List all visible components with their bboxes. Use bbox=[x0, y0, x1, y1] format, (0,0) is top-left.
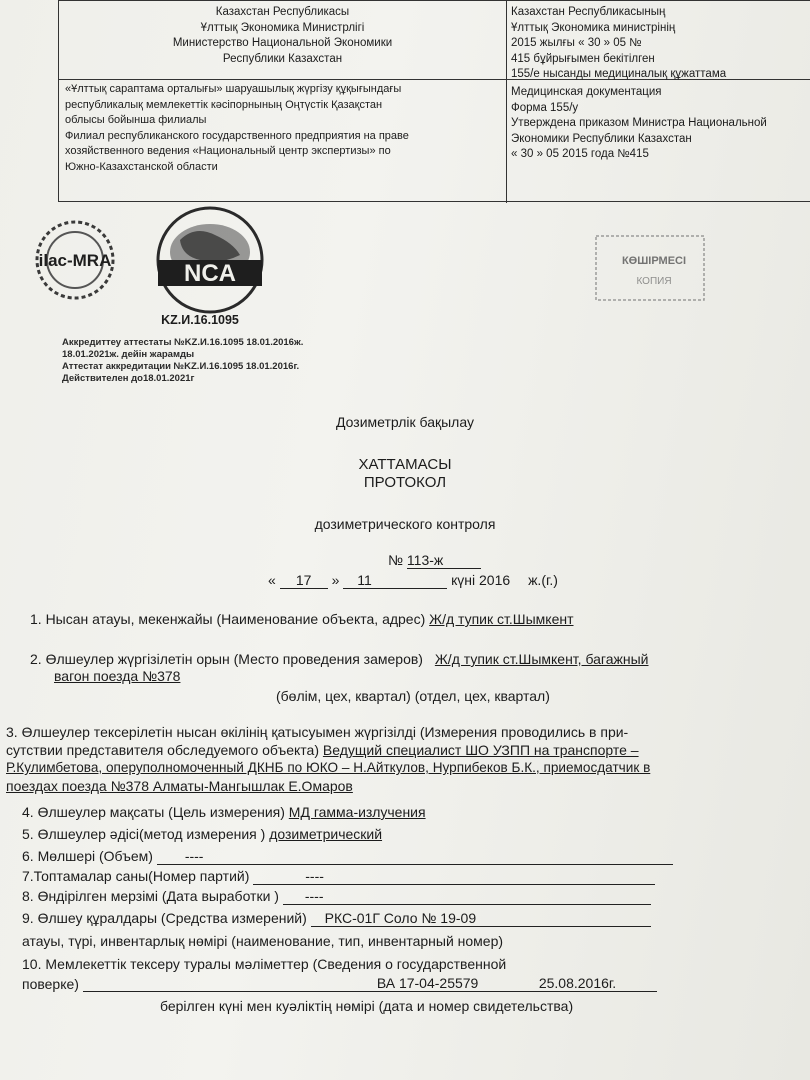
ministry-line: Казахстан Республикасы bbox=[215, 6, 350, 18]
item-10-date: 25.08.2016г. bbox=[538, 975, 617, 991]
item-10-label: 10. Мемлекеттік тексеру туралы мәліметтер (Сведения о государственной bbox=[22, 956, 507, 972]
approval-block-ru bbox=[511, 85, 810, 163]
item-10-note: берілген күні мен куәліктің нөмірі (дата и номер свидетельства) bbox=[160, 998, 574, 1014]
item-9 bbox=[22, 910, 651, 927]
item-10-line bbox=[83, 975, 657, 992]
approval-line: 415 бұйрығымен бекітілген bbox=[511, 52, 655, 65]
approval-line: Ұлттық Экономика министрінің bbox=[511, 21, 676, 34]
item-9-value: РКС-01Г Соло № 19-09 bbox=[311, 910, 651, 927]
approval-line: Экономики Республики Казахстан bbox=[511, 132, 692, 145]
approval-line: 155/е нысанды медициналық құжаттама bbox=[511, 68, 727, 80]
item-9-note: атауы, түрі, инвентарлық нөмірі (наименование, тип, инвентарный номер) bbox=[22, 933, 504, 949]
accreditation-line: 18.01.2021ж. дейін жарамды bbox=[62, 349, 195, 360]
item-9-label: 9. Өлшеу құралдары (Средства измерений) bbox=[22, 910, 307, 926]
approval-line: Форма 155/у bbox=[511, 101, 579, 114]
cert-number: KZ.И.16.1095 bbox=[161, 313, 239, 327]
accreditation-line: Аттестат аккредитации №KZ.И.16.1095 18.01.2016г. bbox=[62, 361, 300, 372]
branch-line: хозяйственного ведения «Национальный центр экспертизы» по bbox=[65, 145, 391, 157]
branch-block bbox=[65, 82, 501, 175]
protocol-number bbox=[388, 552, 481, 569]
item-7-value: ---- bbox=[253, 868, 655, 885]
item-4-label: 4. Өлшеулер мақсаты (Цель измерения) bbox=[22, 804, 285, 820]
number-value: 113-ж bbox=[407, 552, 481, 569]
item-10-label2: поверке) bbox=[22, 976, 79, 992]
item-5-value: дозиметрический bbox=[269, 826, 383, 842]
accreditation-line: Аккредиттеу аттестаты №KZ.И.16.1095 18.01.2016ж. bbox=[62, 337, 304, 348]
item-2-value-cont bbox=[54, 668, 180, 684]
item-8 bbox=[22, 888, 651, 905]
approval-line: 2015 жылғы « 30 » 05 № bbox=[511, 37, 642, 49]
stamp-text: КӨШІРМЕСІ bbox=[621, 255, 687, 267]
item-6-label: 6. Мөлшері (Объем) bbox=[22, 848, 153, 864]
branch-line: республикалық мемлекеттік кәсіпорнының Оңтүстік Қазақстан bbox=[65, 98, 383, 111]
item-8-value: ---- bbox=[283, 888, 651, 905]
item-3-line3: Р.Кулимбетова, оперуполномоченный ДКНБ по ЮКО – Н.Айткулов, Нурпибеков Б.К., приемосдатчик в bbox=[6, 760, 651, 775]
item-2-value2: вагон поезда №378 bbox=[54, 668, 181, 684]
approval-line: Медицинская документация bbox=[511, 86, 662, 98]
date-open-quote: « bbox=[268, 572, 276, 588]
ilac-mra-logo bbox=[37, 222, 113, 298]
approval-block-kz bbox=[511, 5, 810, 83]
item-4 bbox=[22, 804, 426, 820]
header-table bbox=[58, 0, 810, 202]
approval-line: Казахстан Республикасының bbox=[511, 6, 666, 18]
copy-stamp bbox=[592, 230, 710, 308]
protocol-date bbox=[268, 572, 558, 589]
item-4-value: МД гамма-излучения bbox=[288, 804, 426, 820]
date-suffix: күні 2016 bbox=[451, 572, 511, 588]
header-divider-vertical bbox=[506, 1, 507, 203]
item-6-value: ---- bbox=[157, 848, 673, 865]
branch-line: «Ұлттық сараптама орталығы» шаруашылық жүргізу құқығындағы bbox=[65, 83, 402, 95]
number-label: № bbox=[388, 552, 404, 568]
ministry-line: Министерство Национальной Экономики bbox=[172, 37, 393, 49]
date-day: 17 bbox=[280, 572, 328, 589]
item-6 bbox=[22, 848, 673, 865]
item-1-label: 1. Нысан атауы, мекенжайы (Наименование объекта, адрес) bbox=[30, 611, 426, 627]
nca-logo bbox=[158, 208, 262, 312]
item-2-value: Ж/д тупик ст.Шымкент, багажный bbox=[434, 651, 649, 667]
item-3-label: сутствии представителя обследуемого объекта) bbox=[6, 742, 320, 758]
item-3-line2 bbox=[6, 742, 639, 758]
ministry-line: Ұлттық Экономика Министрлігі bbox=[200, 21, 365, 34]
date-close-quote: » bbox=[331, 572, 340, 588]
accreditation-text bbox=[62, 337, 303, 385]
ministry-block bbox=[59, 5, 506, 67]
branch-line: Южно-Казахстанской области bbox=[65, 160, 218, 173]
item-5 bbox=[22, 826, 382, 842]
ilac-logo-text: ilac-MRA bbox=[38, 251, 112, 270]
approval-line: « 30 » 05 2015 года №415 bbox=[511, 148, 649, 160]
item-3-line1: 3. Өлшеулер тексерілетін нысан өкілінің қатысуымен жүргізілді (Измерения проводились в при- bbox=[6, 724, 629, 740]
stamp-text: КОПИЯ bbox=[636, 276, 672, 287]
item-8-label: 8. Өндірілген мерзімі (Дата выработки ) bbox=[22, 888, 279, 904]
item-10-value: ВА 17-04-25579 bbox=[376, 975, 479, 991]
title-ru: ПРОТОКОЛ bbox=[363, 474, 447, 491]
nca-logo-text: NCA bbox=[184, 260, 236, 287]
approval-line: Утверждена приказом Министра Национальной bbox=[511, 117, 767, 129]
date-year-note: ж.(г.) bbox=[528, 572, 558, 588]
item-2-note: (бөлім, цех, квартал) (отдел, цех, квартал) bbox=[276, 688, 550, 704]
subtitle-ru: дозиметрического контроля bbox=[314, 516, 496, 532]
item-3-value: Ведущий специалист ШО УЗПП на транспорте – bbox=[322, 742, 639, 758]
branch-line: облысы бойынша филиалы bbox=[65, 114, 207, 126]
item-7 bbox=[22, 868, 655, 885]
subtitle-kz: Дозиметрлік бақылау bbox=[336, 414, 474, 430]
item-3-line4: поездах поезда №378 Алматы-Мангышлак Е.Омаров bbox=[6, 778, 353, 794]
item-1-value: Ж/д тупик ст.Шымкент bbox=[429, 611, 574, 627]
branch-line: Филиал республиканского государственного предприятия на праве bbox=[65, 129, 409, 142]
item-10 bbox=[22, 975, 657, 992]
date-month: 11 bbox=[343, 572, 447, 589]
title-kz: ХАТТАМАСЫ bbox=[358, 456, 452, 473]
item-2-label: 2. Өлшеулер жүргізілетін орын (Место проведения замеров) bbox=[30, 651, 423, 667]
ministry-line: Республики Казахстан bbox=[222, 52, 343, 65]
item-1 bbox=[30, 611, 574, 627]
item-7-label: 7.Топтамалар саны(Номер партий) bbox=[22, 868, 250, 884]
item-2 bbox=[30, 651, 649, 667]
accreditation-line: Действителен до18.01.2021г bbox=[62, 373, 195, 384]
item-5-label: 5. Өлшеулер әдісі(метод измерения ) bbox=[22, 826, 266, 842]
